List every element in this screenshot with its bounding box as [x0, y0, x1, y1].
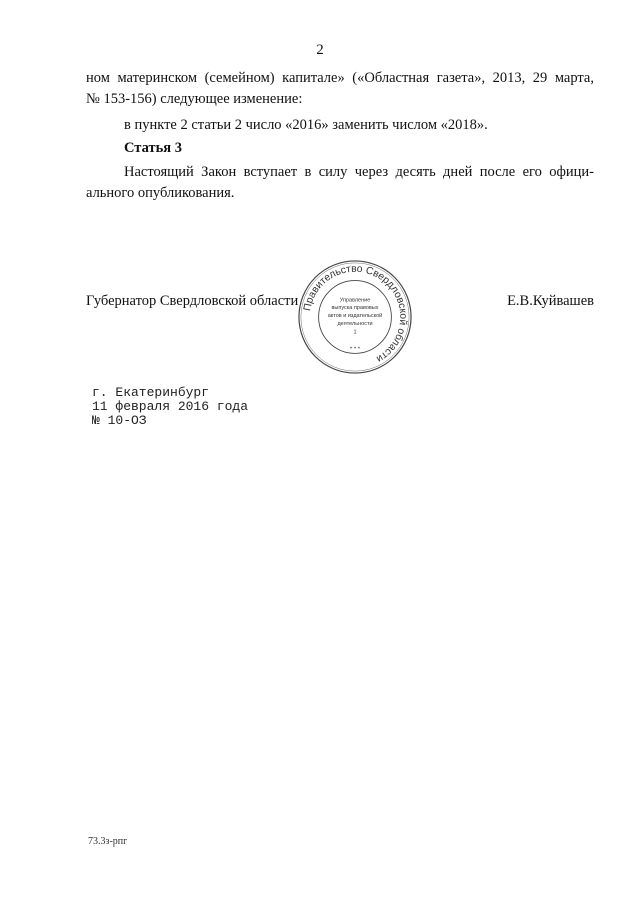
- paragraph-continuation: [86, 68, 594, 110]
- paragraph-line: ном материнском (семейном) капитале» («Областная газета», 2013, 29 марта,: [86, 70, 594, 86]
- page-number: 2: [316, 42, 324, 58]
- paragraph-line: ального опубликования.: [86, 185, 235, 201]
- seal-inner-line: Управление: [339, 297, 371, 304]
- stamp-date: 11 февраля 2016 года: [92, 399, 249, 414]
- seal-inner-line: актов и издательской: [327, 313, 383, 319]
- amendment-paragraph: в пункте 2 статьи 2 число «2016» заменить числом «2018».: [124, 117, 488, 133]
- signatory-name: Е.В.Куйвашев: [507, 293, 594, 309]
- seal-stars: * * *: [349, 346, 361, 353]
- article-paragraph: [86, 162, 594, 204]
- seal-inner-line: 1: [353, 329, 357, 336]
- stamp-city: г. Екатеринбург: [92, 385, 210, 400]
- footer-code: 73.3з-рпг: [88, 836, 128, 847]
- seal-inner-line: деятельности: [337, 320, 373, 327]
- paragraph-line: № 153-156) следующее изменение:: [86, 91, 303, 107]
- signatory-title: Губернатор Свердловской области: [86, 293, 299, 309]
- seal-inner-line: выпуска правовых: [331, 305, 379, 312]
- article-heading: Статья 3: [124, 140, 182, 156]
- stamp-number: № 10-ОЗ: [92, 413, 147, 428]
- date-stamp: [92, 386, 248, 428]
- official-seal: [296, 258, 414, 376]
- paragraph-line: Настоящий Закон вступает в силу через десять дней после его офици-: [124, 164, 594, 180]
- seal-outer-text: Правительство Свердловской области: [302, 263, 409, 365]
